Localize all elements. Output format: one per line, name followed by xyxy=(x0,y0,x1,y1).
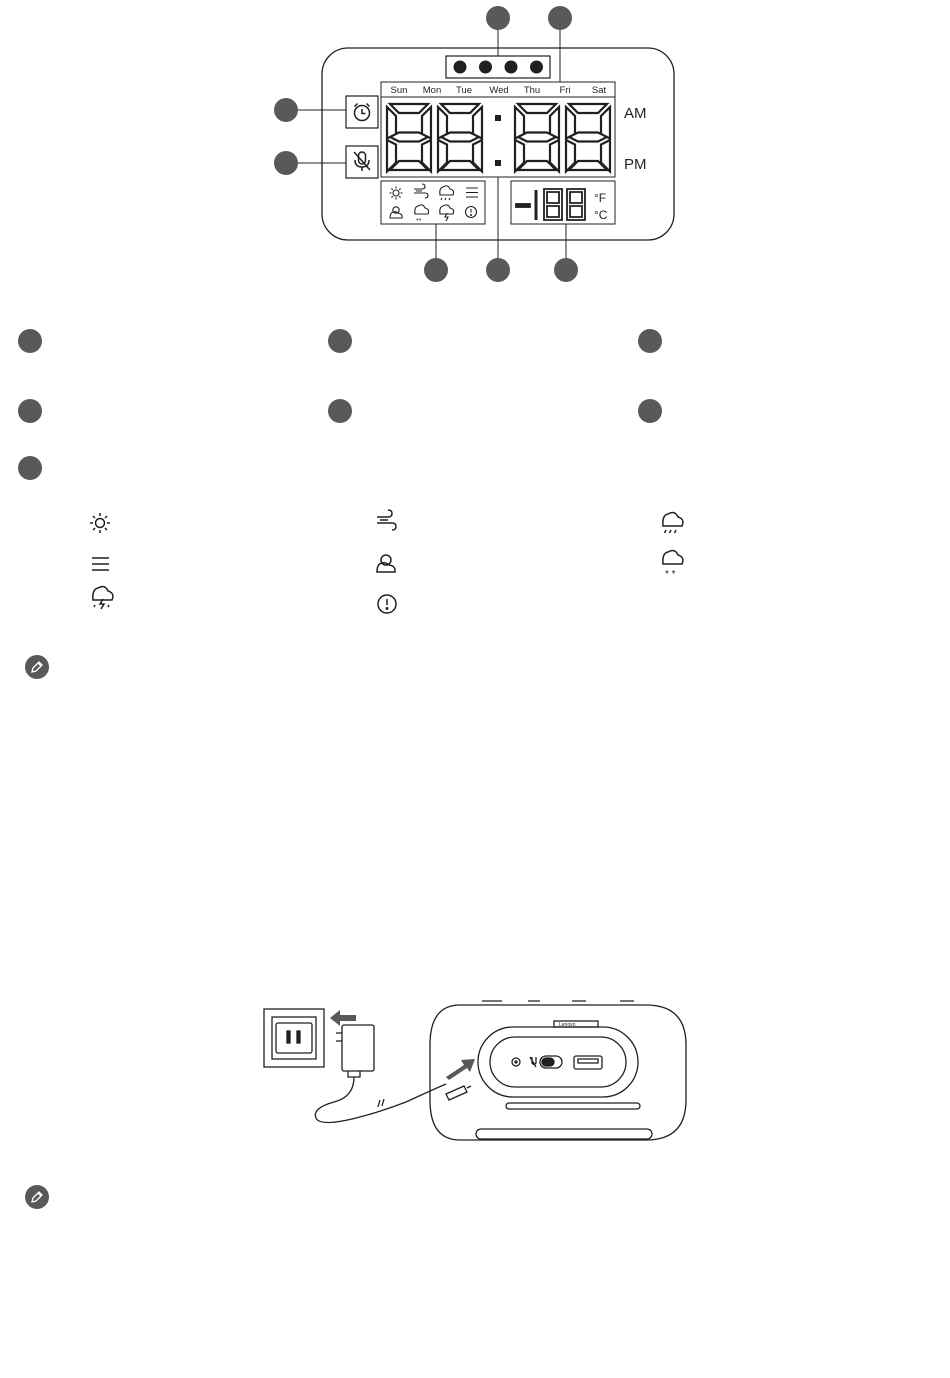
temperature-digit-eight xyxy=(567,189,585,220)
celsius-label: °C xyxy=(594,208,608,222)
indicator-dots xyxy=(454,61,544,74)
legend-thunderstorm-icon xyxy=(93,587,113,609)
svg-text:**: ** xyxy=(416,218,422,225)
day-label: Sun xyxy=(390,85,408,96)
day-labels xyxy=(391,85,607,96)
pencil-icon xyxy=(24,654,50,680)
barrel-plug xyxy=(446,1086,471,1100)
callout-1 xyxy=(486,6,510,30)
indicator-dot xyxy=(505,61,518,74)
svg-text:* *: * * xyxy=(665,569,676,580)
callout-6 xyxy=(486,258,510,282)
rain-icon xyxy=(440,186,454,200)
mic-mute-icon xyxy=(354,152,370,171)
day-label: Fri xyxy=(559,85,571,96)
seven-segment-digit xyxy=(438,104,482,172)
day-label: Thu xyxy=(523,85,541,96)
thunderstorm-icon xyxy=(440,205,454,221)
legend-wind-icon xyxy=(377,510,396,530)
mic-mute-switch-icon xyxy=(530,1057,536,1067)
legend-snow-icon xyxy=(663,551,683,580)
device-back xyxy=(430,1001,686,1140)
callout-5 xyxy=(424,258,448,282)
alarm-icon xyxy=(355,104,370,121)
legend-callout-7 xyxy=(18,456,42,480)
pm-label: PM xyxy=(624,156,647,173)
temperature-digits xyxy=(516,189,585,220)
wind-icon xyxy=(414,184,428,198)
arrow-to-device-icon xyxy=(446,1059,475,1080)
day-label: Tue xyxy=(455,85,473,96)
legend-callout-3 xyxy=(638,329,662,353)
indicator-dot xyxy=(479,61,492,74)
day-label: Wed xyxy=(489,85,509,96)
seven-segment-digit xyxy=(566,104,610,172)
legend-callout-2 xyxy=(328,329,352,353)
legend-partly-cloudy-icon xyxy=(377,555,395,572)
legend-rain-icon xyxy=(663,513,683,533)
indicator-dot xyxy=(530,61,543,74)
weather-icon-legend xyxy=(80,505,720,615)
weather-panel-icons xyxy=(390,184,479,225)
indicator-dot xyxy=(454,61,467,74)
arrow-to-outlet-icon xyxy=(330,1010,356,1026)
power-adapter xyxy=(315,1025,446,1123)
legend-callout-6 xyxy=(638,399,662,423)
minus-segment xyxy=(516,204,530,207)
legend-alert-icon xyxy=(378,595,396,613)
callout-2 xyxy=(548,6,572,30)
brand-label: Lenovo xyxy=(559,1022,576,1028)
am-label: AM xyxy=(624,105,647,122)
wall-outlet xyxy=(264,1009,324,1067)
fahrenheit-label: °F xyxy=(594,191,607,205)
legend-callout-4 xyxy=(18,399,42,423)
power-connection-illustration xyxy=(250,995,700,1150)
temperature-digit-eight xyxy=(544,189,562,220)
partly-cloudy-icon xyxy=(390,207,402,218)
seven-segment-digit xyxy=(387,104,431,172)
day-label: Mon xyxy=(422,85,442,96)
callout-4 xyxy=(274,151,298,175)
day-label: Sat xyxy=(591,85,607,96)
callout-3 xyxy=(274,98,298,122)
pencil-icon-2 xyxy=(24,1184,50,1210)
snow-icon xyxy=(415,205,429,225)
fog-icon xyxy=(466,188,478,197)
legend-callout-1 xyxy=(18,329,42,353)
legend-fog-icon xyxy=(92,558,109,570)
display-diagram xyxy=(0,0,950,290)
colon-top xyxy=(495,115,501,121)
seven-segment-digit xyxy=(515,104,559,172)
colon-bottom xyxy=(495,160,501,166)
legend-sun-icon xyxy=(90,513,110,533)
legend-callout-5 xyxy=(328,399,352,423)
alert-icon xyxy=(466,207,477,218)
callout-7 xyxy=(554,258,578,282)
sun-icon xyxy=(390,187,403,200)
